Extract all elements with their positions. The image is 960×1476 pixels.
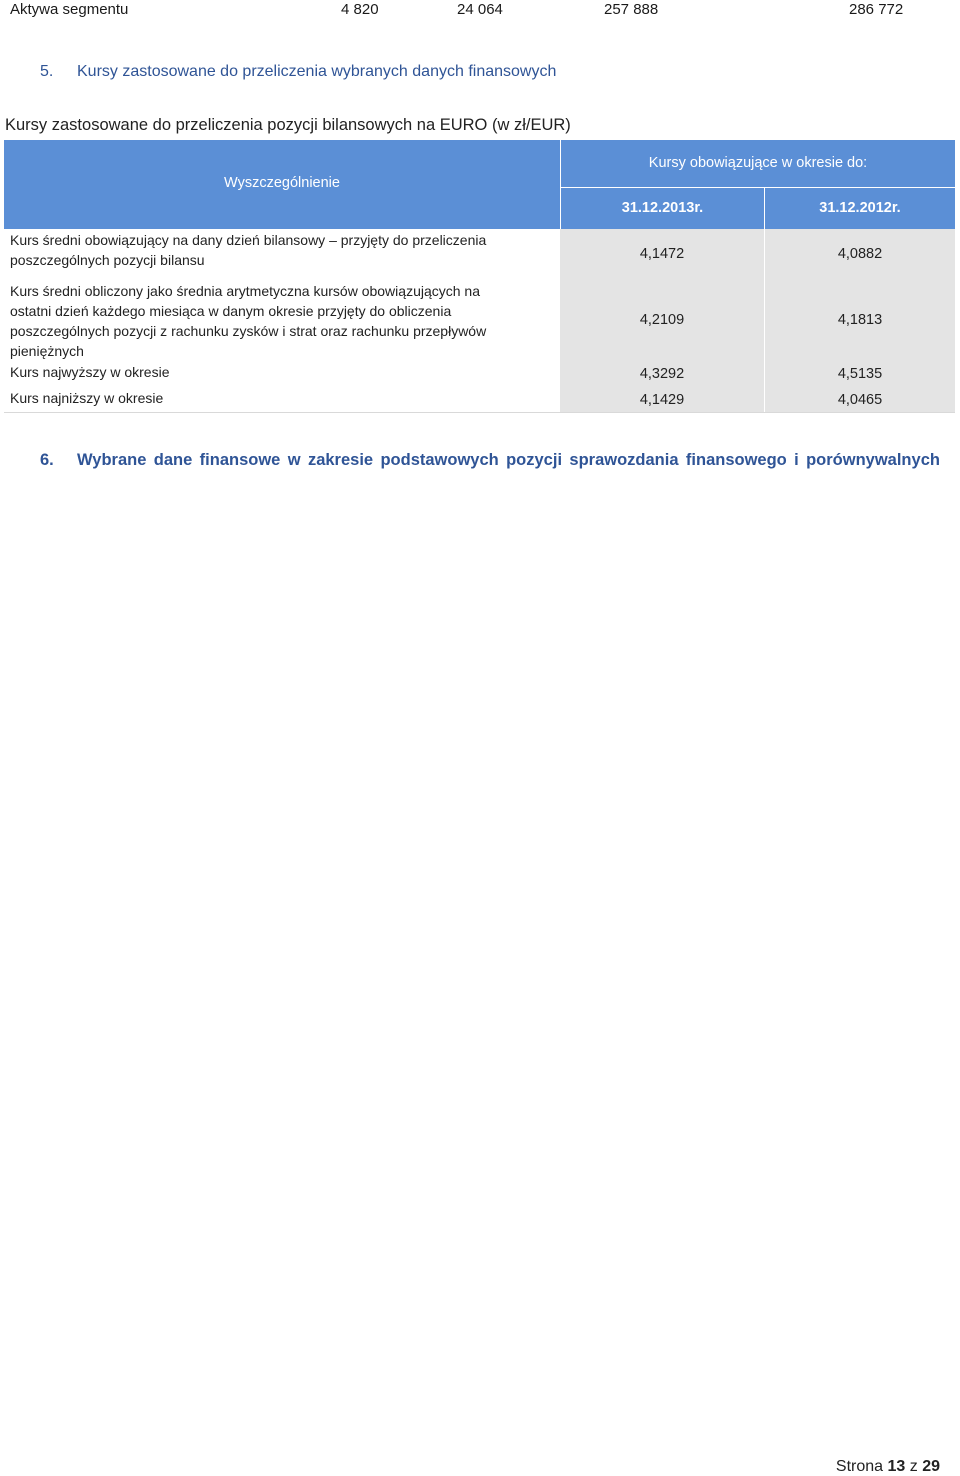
table-cell-value: 4,0465 [837, 392, 883, 408]
section6-word: Wybrane [77, 451, 147, 469]
segment-assets-row [0, 0, 960, 20]
total-pages: 29 [922, 1458, 940, 1475]
section6-word: dane [153, 451, 193, 469]
label-line: Kurs średni obowiązujący na dany dzień bilansowy – przyjęty do przeliczenia [10, 232, 487, 248]
label-line: poszczególnych pozycji bilansu [10, 252, 205, 268]
section6-word: pozycji [506, 451, 563, 469]
table-row-label [10, 281, 555, 361]
section6-title [77, 451, 940, 470]
table-subtitle: Kursy zastosowane do przeliczenia pozycji bilansowych na EURO (w zł/EUR) [5, 116, 571, 134]
segment-assets-value: 4 820 [341, 1, 379, 18]
label-line: ostatni dzień każdego miesiąca w danym okresie przyjęty do obliczenia [10, 303, 452, 319]
table-bottom-border [4, 412, 955, 413]
section6-word: finansowego [685, 451, 787, 469]
section6-word: porównywalnych [806, 451, 940, 469]
section6-word: sprawozdania [569, 451, 679, 469]
page-number [836, 1458, 940, 1476]
table-row-label [10, 388, 555, 408]
segment-assets-label: Aktywa segmentu [10, 1, 129, 18]
section5-title: Kursy zastosowane do przeliczenia wybranych danych finansowych [77, 63, 557, 80]
segment-assets-value: 24 064 [457, 1, 503, 18]
label-line: Kurs najwyższy w okresie [10, 364, 170, 380]
label-line: Kurs średni obliczony jako średnia arytmetyczna kursów obowiązujących na [10, 283, 480, 299]
table-cell-value: 4,1429 [639, 392, 685, 408]
section6-word: finansowe [199, 451, 281, 469]
header-divider [561, 187, 955, 188]
label-line: poszczególnych pozycji z rachunku zysków i strat oraz rachunku przepływów [10, 323, 487, 339]
label-line: pieniężnych [10, 343, 84, 359]
table-cell-value: 4,1472 [639, 246, 685, 262]
table-row-label [10, 362, 555, 382]
section6-word: i [794, 451, 799, 469]
label-line: Kurs najniższy w okresie [10, 390, 164, 406]
segment-assets-value: 286 772 [849, 1, 904, 18]
table-row-label [10, 230, 555, 270]
section6-word: w [287, 451, 301, 469]
table-cell-value: 4,3292 [639, 366, 685, 382]
table-cell-value: 4,0882 [837, 246, 883, 262]
table-cell-value: 4,1813 [837, 312, 883, 328]
page-prefix: Strona [835, 1458, 884, 1475]
header-col-2013: 31.12.2013r. [621, 200, 704, 216]
section6-word: zakresie [307, 451, 374, 469]
page-separator: z [909, 1458, 918, 1475]
section6-number: 6. [40, 451, 54, 469]
header-col-2012: 31.12.2012r. [819, 200, 901, 216]
section6-word: podstawowych [380, 451, 499, 469]
header-left-label: Wyszczególnienie [224, 175, 340, 191]
section5-number: 5. [40, 63, 54, 80]
current-page: 13 [887, 1458, 906, 1475]
table-cell-value: 4,5135 [837, 366, 883, 382]
segment-assets-value: 257 888 [604, 1, 659, 18]
header-group-label: Kursy obowiązujące w okresie do: [648, 155, 868, 171]
table-cell-value: 4,2109 [639, 312, 685, 328]
